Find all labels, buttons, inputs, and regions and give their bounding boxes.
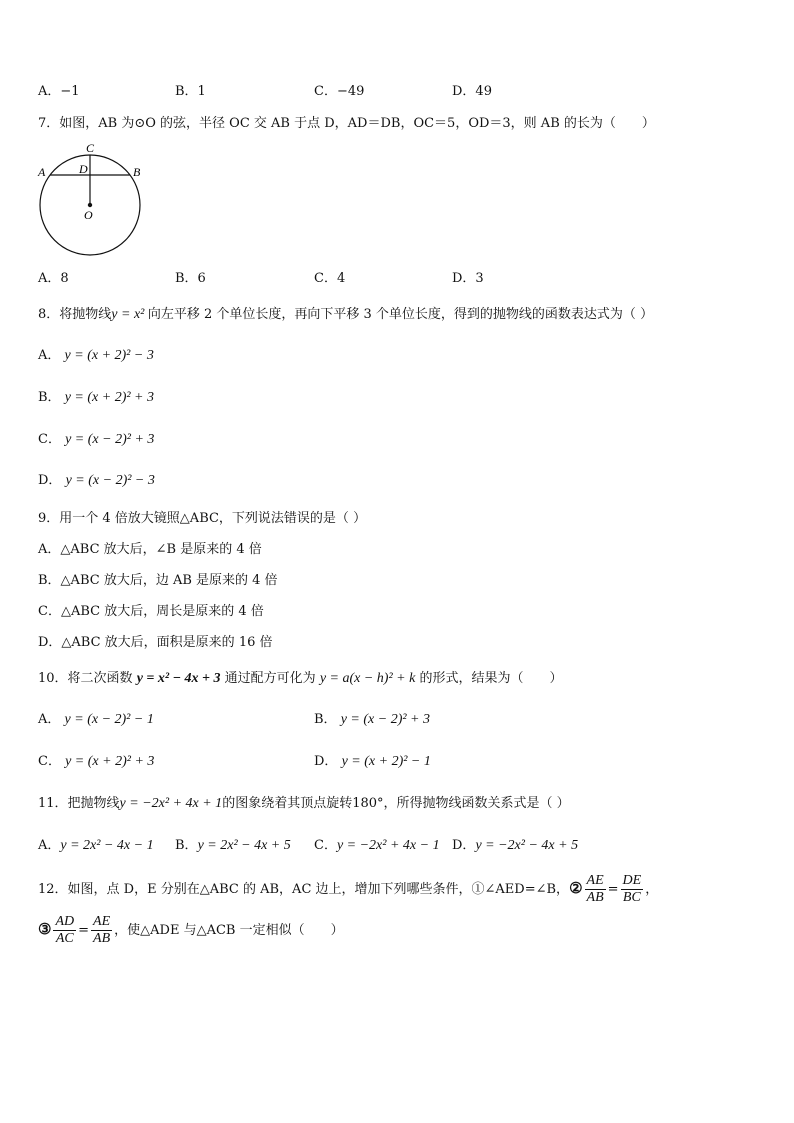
q8-option-d	[38, 472, 155, 490]
fraction-denominator: AB	[586, 890, 604, 905]
fraction-numerator: AD	[55, 914, 75, 929]
q10-option-a-expr: y = (x − 2)² − 1	[64, 712, 154, 727]
q8-option-a-label: A．	[38, 348, 61, 363]
q12-stem-line1	[38, 868, 658, 908]
q8-stem-pre: 8．将抛物线	[38, 307, 112, 322]
q11-stem-pre: 11．把抛物线	[38, 796, 120, 811]
label-c: C	[86, 141, 95, 155]
q9-stem: 9．用一个 4 倍放大镜照△ABC，下列说法错误的是（ ）	[38, 511, 367, 526]
fraction-numerator: AE	[93, 914, 111, 929]
q10-option-a-label: A．	[38, 712, 61, 727]
q11-stem	[38, 795, 570, 813]
q8-option-a	[38, 347, 154, 365]
q10-option-c	[38, 753, 154, 771]
q10-option-a	[38, 711, 154, 729]
fraction-numerator: DE	[622, 873, 642, 888]
q9-option-c: C．△ABC 放大后，周长是原来的 4 倍	[38, 604, 264, 619]
q10-option-d-label: D．	[314, 754, 338, 769]
q12-stem: 12．如图，点 D，E 分别在△ABC 的 AB，AC 边上，增加下列哪些条件，①∠AED=∠B，	[38, 882, 570, 897]
q8-stem-post: 向左平移 2 个单位长度，再向下平移 3 个单位长度，得到的抛物线的函数表达式为（ ）	[147, 307, 654, 322]
q10-option-c-expr: y = (x + 2)² + 3	[65, 754, 155, 769]
q11-stem-post: 的图象绕着其顶点旋转180°，所得抛物线函数关系式是（ ）	[222, 796, 570, 811]
q11-option-d-expr: y = −2x² − 4x + 5	[475, 838, 579, 853]
q12-tail: ，使△ADE 与△ACB 一定相似（ ）	[114, 923, 344, 938]
q10-stem-post: 的形式，结果为（ ）	[415, 671, 563, 686]
q8-option-d-label: D．	[38, 473, 62, 488]
q8-option-b-expr: y = (x + 2)² + 3	[64, 390, 154, 405]
q6-option-a: A．−1	[38, 84, 80, 99]
q10-option-b	[314, 711, 430, 729]
q10-option-b-label: B．	[314, 712, 337, 727]
q9-option-d: D．△ABC 放大后，面积是原来的 16 倍	[38, 635, 273, 650]
q12-cond2-equals: =	[607, 882, 619, 897]
q11-option-c	[314, 837, 440, 855]
q10-stem-form: y = a(x − h)² + k	[319, 671, 416, 686]
q8-option-c	[38, 431, 154, 449]
q6-option-d: D．49	[452, 84, 492, 99]
q12-cond3-equals: =	[78, 923, 90, 938]
q10-option-c-label: C．	[38, 754, 61, 769]
q11-option-d	[452, 837, 578, 855]
q10-stem-function: y = x² − 4x + 3	[136, 671, 221, 686]
q7-option-a: A．8	[38, 271, 69, 286]
q10-option-d-expr: y = (x + 2)² − 1	[341, 754, 431, 769]
q7-option-d: D．3	[452, 271, 484, 286]
q8-stem	[38, 306, 653, 324]
q11-option-a	[38, 837, 154, 855]
q11-stem-function: y = −2x² + 4x + 1	[119, 796, 223, 811]
q12-cond3-left-fraction	[53, 914, 76, 947]
q11-option-b	[175, 837, 291, 855]
q11-option-b-expr: y = 2x² − 4x + 5	[197, 838, 291, 853]
q12-cond2-left-fraction	[585, 873, 606, 906]
q10-option-d	[314, 753, 431, 771]
q10-stem	[38, 670, 562, 688]
q11-option-a-expr: y = 2x² − 4x − 1	[60, 838, 154, 853]
q7-circle-figure	[30, 138, 150, 258]
label-b: B	[133, 165, 141, 179]
q9-option-b: B．△ABC 放大后，边 AB 是原来的 4 倍	[38, 573, 278, 588]
q8-stem-function: y = x²	[111, 307, 148, 322]
q12-cond3-right-fraction	[91, 914, 112, 947]
q12-cond3-mark: ③	[38, 920, 52, 938]
q8-option-b	[38, 389, 154, 407]
q12-cond2-comma: ，	[645, 882, 659, 897]
label-o: O	[84, 208, 93, 222]
q10-stem-pre: 10．将二次函数	[38, 671, 137, 686]
q12-cond2-mark: ②	[569, 879, 583, 897]
fraction-numerator: AE	[586, 873, 604, 888]
q11-option-c-label: C．	[314, 838, 337, 853]
q12-stem-line2	[38, 909, 344, 949]
q9-option-a: A．△ABC 放大后，∠B 是原来的 4 倍	[38, 542, 262, 557]
q10-stem-mid: 通过配方可化为	[220, 671, 320, 686]
q8-option-a-expr: y = (x + 2)² − 3	[64, 348, 154, 363]
q8-option-c-label: C．	[38, 432, 61, 447]
q11-option-c-expr: y = −2x² + 4x − 1	[336, 838, 440, 853]
label-d: D	[79, 162, 88, 176]
q8-option-c-expr: y = (x − 2)² + 3	[65, 432, 155, 447]
fraction-denominator: BC	[622, 890, 641, 905]
label-a: A	[38, 165, 46, 179]
q11-option-a-label: A．	[38, 838, 61, 853]
q6-option-b: B．1	[175, 84, 206, 99]
fraction-denominator: AC	[55, 931, 74, 946]
q11-option-d-label: D．	[452, 838, 476, 853]
q12-cond2-right-fraction	[621, 873, 644, 906]
center-point-o	[88, 203, 92, 207]
q7-option-c: C．4	[314, 271, 346, 286]
q7-option-b: B．6	[175, 271, 206, 286]
q8-option-d-expr: y = (x − 2)² − 3	[65, 473, 155, 488]
fraction-denominator: AB	[93, 931, 111, 946]
q6-option-c: C．−49	[314, 84, 365, 99]
q10-option-b-expr: y = (x − 2)² + 3	[340, 712, 430, 727]
q8-option-b-label: B．	[38, 390, 61, 405]
q7-stem: 7．如图，AB 为⊙O 的弦，半径 OC 交 AB 于点 D，AD＝DB，OC＝5，OD＝3，则 AB 的长为（ ）	[38, 116, 655, 131]
q11-option-b-label: B．	[175, 838, 198, 853]
